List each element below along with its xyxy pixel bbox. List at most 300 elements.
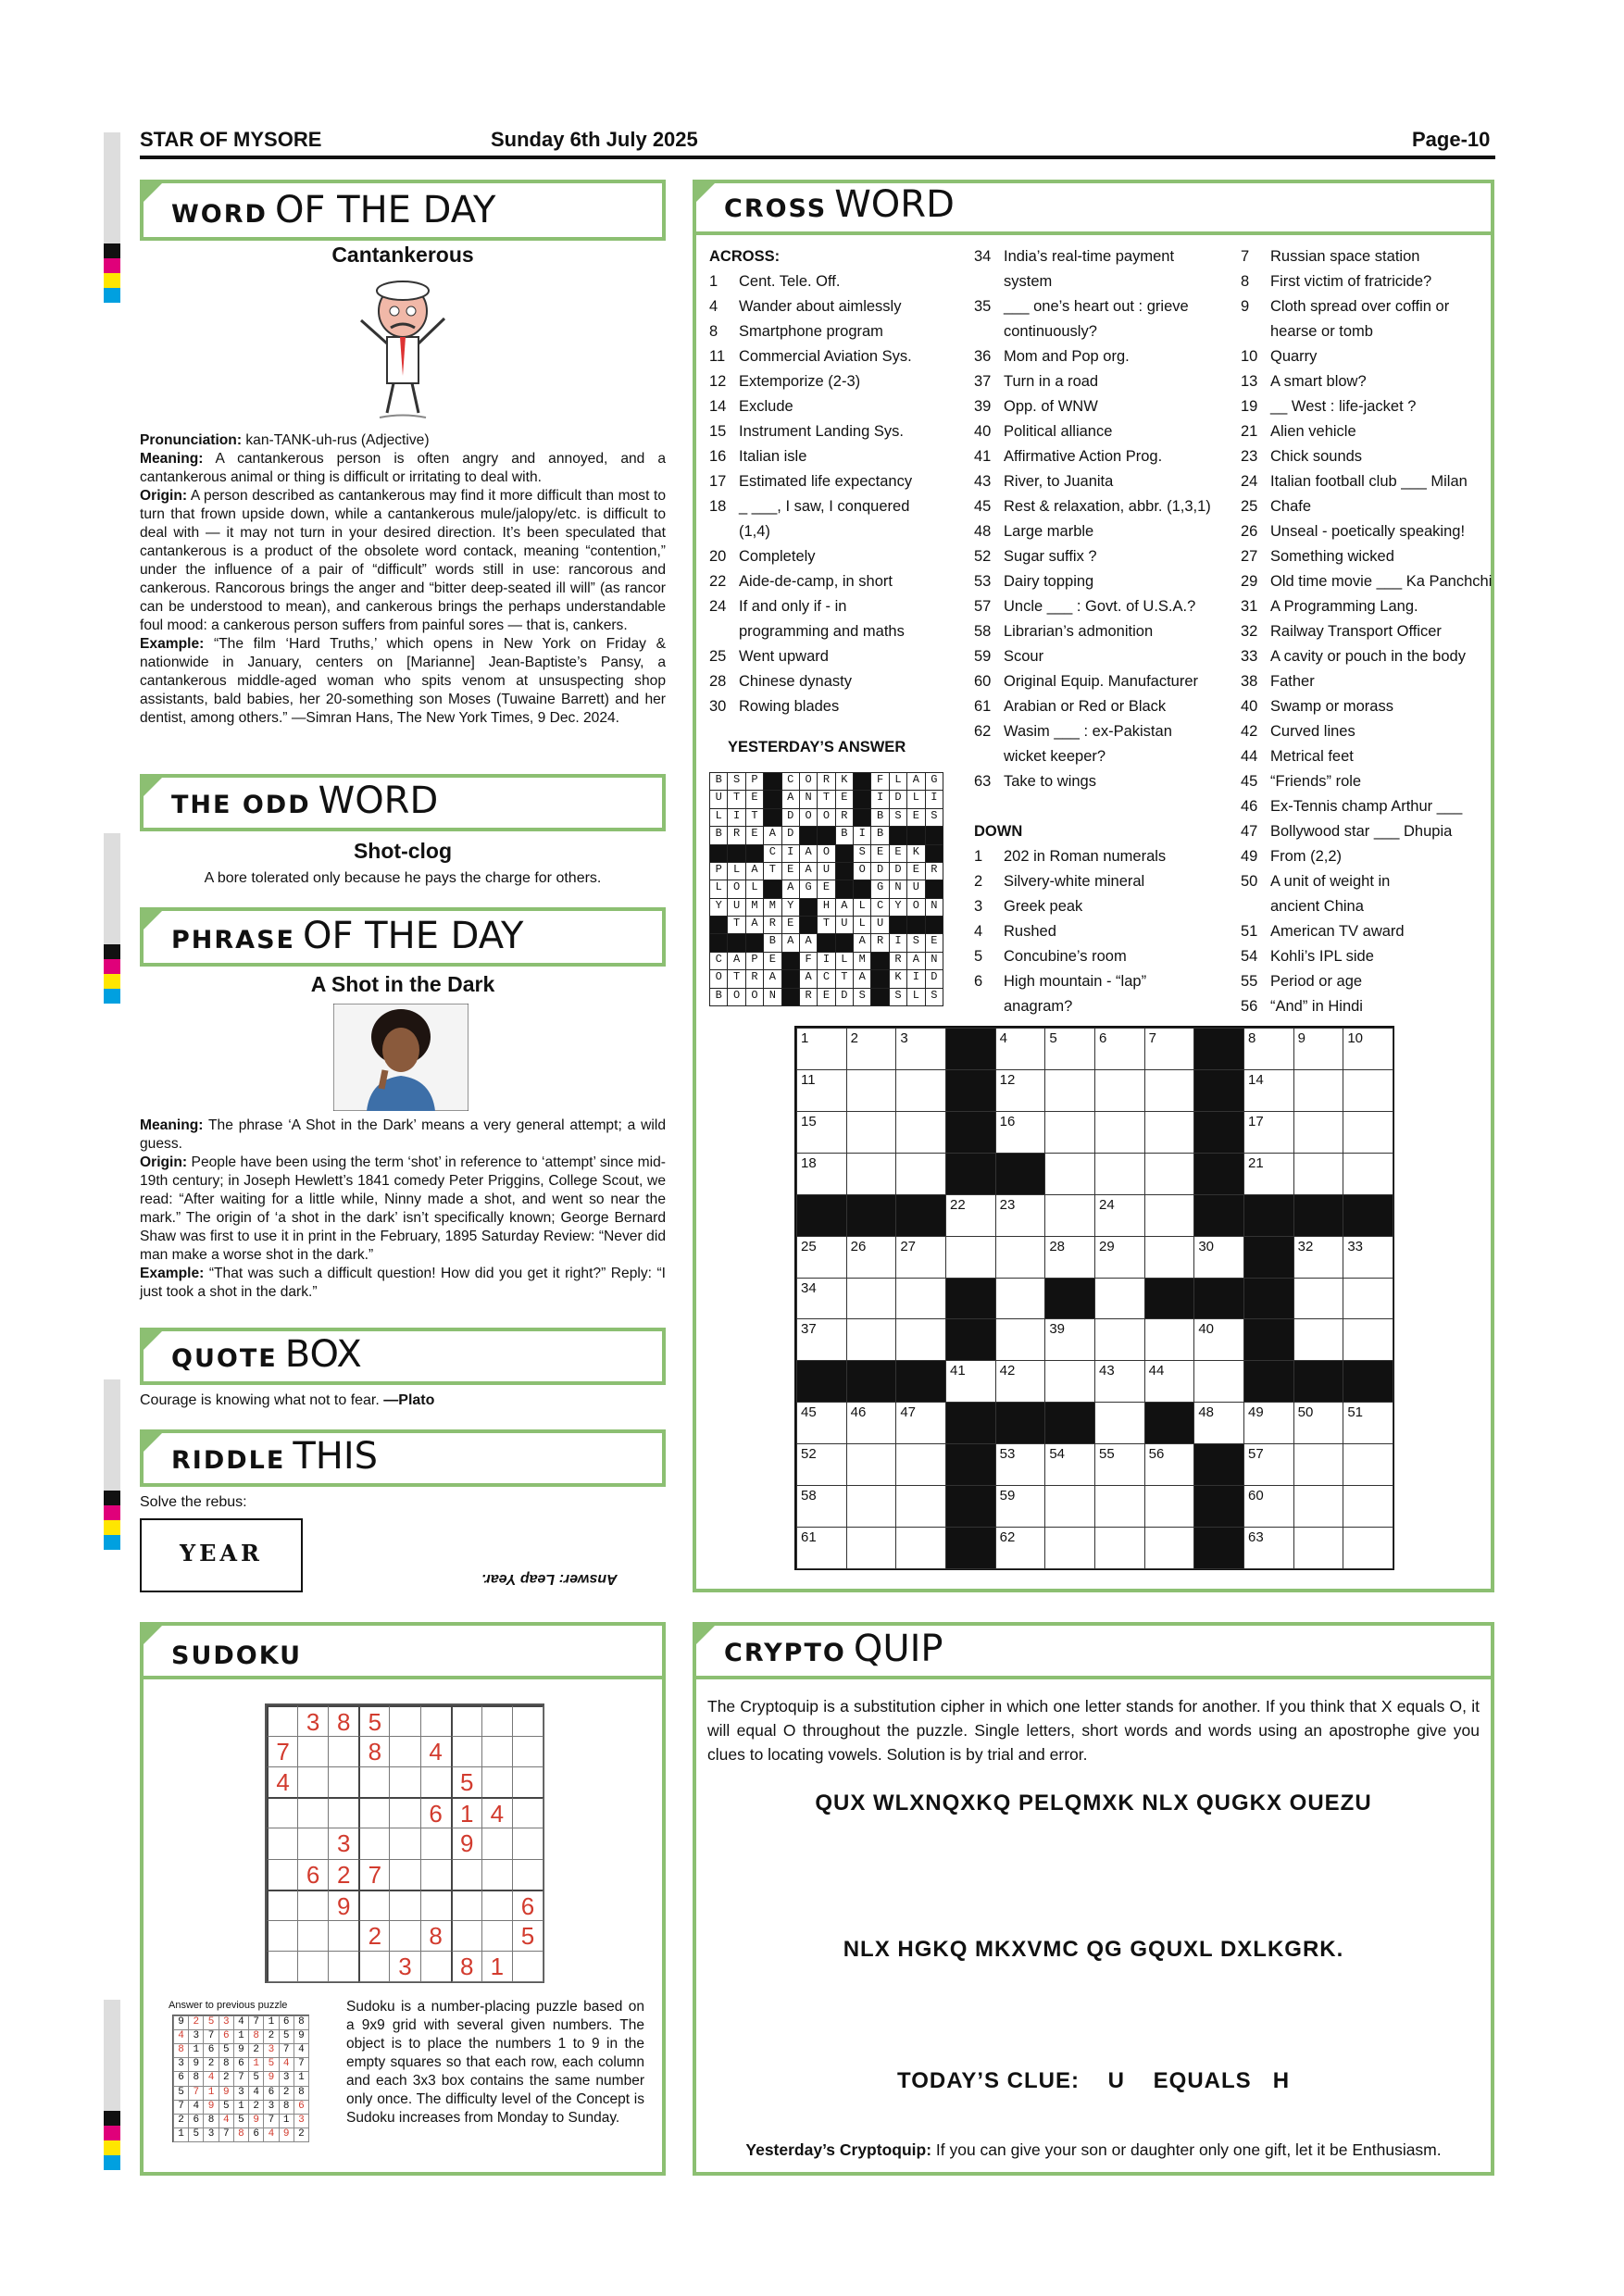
sudoku-cell[interactable] xyxy=(420,1705,452,1737)
crossword-cell[interactable] xyxy=(1293,1402,1344,1444)
crossword-clue-number: 39 xyxy=(1049,1321,1066,1338)
sudoku-cell[interactable] xyxy=(389,1828,420,1859)
crossword-cell[interactable] xyxy=(1094,1069,1145,1112)
yesterday-cell: N xyxy=(763,988,781,1006)
crossword-cell[interactable] xyxy=(1343,1153,1393,1195)
crossword-cell[interactable] xyxy=(1343,1236,1393,1279)
crossword-clue-number: 9 xyxy=(1297,1030,1305,1046)
crossword-cell[interactable] xyxy=(1094,1028,1145,1070)
sudoku-cell[interactable] xyxy=(297,1797,329,1828)
yesterday-cell: K xyxy=(835,772,854,791)
sudoku-cell[interactable] xyxy=(267,1705,298,1737)
sudoku-cell[interactable] xyxy=(451,1890,482,1921)
sudoku-cell[interactable] xyxy=(267,1797,298,1828)
sudoku-cell[interactable] xyxy=(297,1766,329,1798)
yesterday-cell: M xyxy=(763,898,781,917)
sudoku-cell[interactable] xyxy=(481,1859,513,1890)
sudoku-answer-cell: 8 xyxy=(279,2100,294,2115)
sudoku-cell[interactable] xyxy=(451,1705,482,1737)
crossword-black-cell xyxy=(1193,1443,1244,1486)
crossword-cell[interactable] xyxy=(895,1527,946,1569)
yesterday-cell: N xyxy=(925,952,943,970)
crossword-black-cell xyxy=(945,1402,996,1444)
crossword-cell[interactable] xyxy=(1343,1318,1393,1361)
crossword-cell[interactable] xyxy=(895,1111,946,1154)
sudoku-cell[interactable] xyxy=(267,1951,298,1982)
sudoku-cell[interactable] xyxy=(358,1828,390,1859)
sudoku-answer-cell: 3 xyxy=(173,2057,189,2072)
sudoku-cell[interactable] xyxy=(358,1890,390,1921)
sudoku-cell[interactable] xyxy=(267,1920,298,1952)
word-of-day-title: WORD OF THE DAY xyxy=(140,180,666,241)
crossword-cell[interactable] xyxy=(1293,1527,1344,1569)
sudoku-cell[interactable] xyxy=(297,1951,329,1982)
crossword-cell[interactable] xyxy=(846,1069,897,1112)
sudoku-cell[interactable] xyxy=(420,1766,452,1798)
sudoku-cell[interactable] xyxy=(267,1890,298,1921)
sudoku-cell[interactable] xyxy=(451,1736,482,1767)
sudoku-grid[interactable] xyxy=(265,1703,544,1983)
sudoku-answer-cell: 7 xyxy=(248,2015,264,2030)
crossword-cell[interactable] xyxy=(846,1236,897,1279)
crossword-cell[interactable] xyxy=(1193,1318,1244,1361)
issue-date: Sunday 6th July 2025 xyxy=(491,128,698,151)
crossword-cell[interactable] xyxy=(1094,1111,1145,1154)
yesterday-cell: N xyxy=(799,790,818,808)
sudoku-cell[interactable] xyxy=(328,1766,359,1798)
clue-38: 38 Father xyxy=(1241,673,1315,690)
sudoku-cell[interactable] xyxy=(297,1828,329,1859)
yesterday-cell: E xyxy=(925,933,943,952)
crossword-cell[interactable] xyxy=(895,1443,946,1486)
crossword-cell[interactable] xyxy=(1293,1069,1344,1112)
crossword-black-cell xyxy=(1193,1278,1244,1320)
crossword-cell[interactable] xyxy=(1243,1443,1294,1486)
sudoku-cell[interactable] xyxy=(297,1736,329,1767)
yesterday-cell xyxy=(925,826,943,844)
crossword-cell[interactable] xyxy=(1343,1278,1393,1320)
sudoku-cell[interactable] xyxy=(389,1859,420,1890)
sudoku-answer-cell: 5 xyxy=(219,2043,234,2058)
sudoku-cell[interactable] xyxy=(512,1859,543,1890)
clue-37: 37 Turn in a road xyxy=(974,373,1099,390)
sudoku-cell[interactable] xyxy=(389,1705,420,1737)
crossword-cell[interactable] xyxy=(995,1069,1046,1112)
crossword-cell[interactable] xyxy=(1044,1485,1095,1528)
sudoku-cell[interactable] xyxy=(328,1797,359,1828)
crossword-clue-number: 27 xyxy=(900,1238,917,1254)
crossword-black-cell xyxy=(995,1402,1046,1444)
yesterday-cell: L xyxy=(835,952,854,970)
crossword-cell[interactable] xyxy=(1144,1111,1195,1154)
clue-27: 27 Something wicked xyxy=(1241,548,1394,565)
crossword-cell[interactable] xyxy=(1243,1111,1294,1154)
crossword-black-cell xyxy=(1243,1236,1294,1279)
crossword-cell[interactable] xyxy=(1144,1443,1195,1486)
clue-59: 59 Scour xyxy=(974,648,1044,665)
sudoku-answer-cell: 4 xyxy=(294,2043,309,2058)
crossword-cell[interactable] xyxy=(995,1236,1046,1279)
yesterday-cell: D xyxy=(889,790,907,808)
crossword-cell[interactable] xyxy=(796,1485,847,1528)
crossword-cell[interactable] xyxy=(1144,1360,1195,1403)
crossword-grid[interactable] xyxy=(794,1026,1394,1570)
crossword-cell[interactable] xyxy=(846,1111,897,1154)
crossword-cell[interactable] xyxy=(1144,1153,1195,1195)
crossword-clue-number: 28 xyxy=(1049,1238,1066,1254)
yesterday-cell xyxy=(799,898,818,917)
crossword-black-cell xyxy=(945,1485,996,1528)
crossword-cell[interactable] xyxy=(1144,1485,1195,1528)
sudoku-cell[interactable] xyxy=(358,1951,390,1982)
crossword-cell[interactable] xyxy=(1243,1069,1294,1112)
crossword-cell[interactable] xyxy=(895,1402,946,1444)
crossword-cell[interactable] xyxy=(1293,1111,1344,1154)
sudoku-answer-label: Answer to previous puzzle xyxy=(169,2000,288,2011)
crossword-cell[interactable] xyxy=(796,1402,847,1444)
crossword-cell[interactable] xyxy=(1343,1485,1393,1528)
crossword-cell[interactable] xyxy=(995,1194,1046,1237)
crossword-cell[interactable] xyxy=(1044,1069,1095,1112)
crossword-cell[interactable] xyxy=(1243,1028,1294,1070)
crossword-cell[interactable] xyxy=(995,1485,1046,1528)
crossword-cell[interactable] xyxy=(846,1485,897,1528)
crossword-cell[interactable] xyxy=(796,1443,847,1486)
sudoku-cell[interactable] xyxy=(481,1828,513,1859)
crossword-cell[interactable] xyxy=(1094,1278,1145,1320)
sudoku-cell[interactable] xyxy=(358,1766,390,1798)
crossword-cell[interactable] xyxy=(1144,1069,1195,1112)
sudoku-cell[interactable] xyxy=(297,1920,329,1952)
sudoku-cell[interactable] xyxy=(512,1797,543,1828)
crossword-cell[interactable] xyxy=(1094,1318,1145,1361)
sudoku-answer-cell: 5 xyxy=(279,2029,294,2044)
sudoku-cell[interactable] xyxy=(420,1859,452,1890)
sudoku-cell[interactable] xyxy=(328,1920,359,1952)
sudoku-cell[interactable] xyxy=(451,1859,482,1890)
sudoku-cell[interactable] xyxy=(481,1766,513,1798)
crossword-cell[interactable] xyxy=(1144,1318,1195,1361)
crossword-cell[interactable] xyxy=(995,1278,1046,1320)
yesterday-cell: Y xyxy=(889,898,907,917)
sudoku-cell[interactable] xyxy=(512,1736,543,1767)
yesterday-cell: C xyxy=(870,898,889,917)
crossword-cell[interactable] xyxy=(1144,1194,1195,1237)
clue-51: 51 American TV award xyxy=(1241,923,1405,940)
clue-23: 23 Chick sounds xyxy=(1241,448,1363,465)
sudoku-cell: 2 xyxy=(358,1920,390,1952)
crossword-black-cell xyxy=(1243,1318,1294,1361)
crossword-cell[interactable] xyxy=(846,1318,897,1361)
crossword-cell[interactable] xyxy=(1044,1194,1095,1237)
sudoku-cell[interactable] xyxy=(297,1890,329,1921)
clue-40: 40 Swamp or morass xyxy=(1241,698,1393,715)
sudoku-cell: 9 xyxy=(328,1890,359,1921)
yesterday-cell xyxy=(745,844,764,863)
crossword-cell[interactable] xyxy=(1094,1360,1145,1403)
yesterday-cell: L xyxy=(906,988,925,1006)
crossword-cell[interactable] xyxy=(945,1194,996,1237)
crossword-cell[interactable] xyxy=(846,1153,897,1195)
crossword-cell[interactable] xyxy=(1293,1318,1344,1361)
sudoku-answer-cell: 3 xyxy=(233,2086,249,2101)
sudoku-cell[interactable] xyxy=(420,1890,452,1921)
crossword-cell[interactable] xyxy=(1343,1402,1393,1444)
crossword-cell[interactable] xyxy=(995,1318,1046,1361)
word-of-day-body: Pronunciation: kan-TANK-uh-rus (Adjective) Meaning: A cantankerous person is often angry and annoyed, and a cantankerous animal or thing is difficult or irritating to deal with. Origin: A person described as cantankerous may find it more difficult than most to turn that frown upside down, while a cantankerous mule/jalopy/etc. is difficult to deal with — it may not turn in your desired direction. It’s been speculated that cantankerous is a product of the obsolete word contack, meaning “contention,” under the influence of a pair of “difficult” words still in use: rancorous and cankerous. Rancorous brings the anger and “bitter deep-seated ill will” (as rancor can be understood to mean), and cankerous brings the perhaps understandable foul mood: a cankerous person suffers from painful sores — that is, cankers. Example: “The film ‘Hard Truths,’ which opens in New York on Friday & nationwide in January, centers on [Marianne] Jean-Baptiste’s Pansy, a cantankerous middle-aged woman who spits venom at unsuspecting shop assistants, bald babies, her 20-something son Moses (Tuwaine Barrett) and her dentist, among others.” —Simran Hans, The New York Times, 9 Dec. 2024. xyxy=(140,432,666,726)
crossword-cell[interactable] xyxy=(846,1278,897,1320)
crossword-clue-number: 30 xyxy=(1198,1238,1215,1254)
crossword-cell[interactable] xyxy=(1094,1402,1145,1444)
clue-49: 49 From (2,2) xyxy=(1241,848,1343,865)
yesterday-cell: G xyxy=(799,880,818,898)
clue-24: 24 If and only if - in xyxy=(709,598,847,615)
sudoku-cell: 5 xyxy=(451,1766,482,1798)
crossword-cell[interactable] xyxy=(796,1069,847,1112)
yesterday-cell: D xyxy=(835,988,854,1006)
yesterday-cell: S xyxy=(853,988,871,1006)
sudoku-cell[interactable] xyxy=(481,1705,513,1737)
crossword-cell[interactable] xyxy=(1044,1111,1095,1154)
crossword-cell[interactable] xyxy=(796,1028,847,1070)
crossword-cell[interactable] xyxy=(1094,1527,1145,1569)
crossword-cell[interactable] xyxy=(1293,1278,1344,1320)
crossword-clue-number: 3 xyxy=(900,1030,908,1046)
crossword-cell[interactable] xyxy=(1243,1527,1294,1569)
crossword-cell[interactable] xyxy=(796,1278,847,1320)
crossword-black-cell xyxy=(1193,1028,1244,1070)
clue-46: 46 Ex-Tennis champ Arthur ___ xyxy=(1241,798,1463,815)
crossword-cell[interactable] xyxy=(945,1236,996,1279)
crossword-cell[interactable] xyxy=(1293,1236,1344,1279)
crossword-clue-number: 23 xyxy=(999,1196,1016,1213)
crossword-cell[interactable] xyxy=(1144,1527,1195,1569)
yesterday-cell: A xyxy=(763,826,781,844)
sudoku-previous-answer xyxy=(172,2015,309,2142)
crossword-cell[interactable] xyxy=(796,1236,847,1279)
crossword-cell[interactable] xyxy=(796,1527,847,1569)
crossword-cell[interactable] xyxy=(846,1028,897,1070)
crossword-cell[interactable] xyxy=(1343,1028,1393,1070)
across-col-2: 34 India’s real-time payment system 35 ___ one’s heart out : grieve continuously? 36 Mom and Pop org. 37 Turn in a road 39 Opp. of WNW 40 Political alliance 41 Affirmative Action Prog. 43 River, to Juanita 45 Rest & relaxation, abbr. (1,3,1) 48 Large marble 52 Sugar suffix ? 53 Dairy topping 57 Uncle ___ : Govt. of U.S.A.? 58 Librarian’s admonition 59 Scour 60 Original Equip. Manufacturer 61 Arabian or Red or Black 62 Wasim ___ : ex-Pakistan wicket keeper? 63 Take to wings DOWN 1 202 in Roman numerals 2 Silvery-white mineral 3 Greek peak 4 Rushed 5 Concubine’s room 6 High mountain - “lap” anagram? xyxy=(974,244,1243,1019)
crossword-clue-number: 11 xyxy=(801,1071,816,1088)
sudoku-cell[interactable] xyxy=(481,1736,513,1767)
clue-7: 7 Russian space station xyxy=(1241,248,1420,265)
yesterday-cell: L xyxy=(709,880,728,898)
sudoku-cell[interactable] xyxy=(267,1828,298,1859)
crossword-clue-number: 46 xyxy=(850,1404,867,1421)
sudoku-cell[interactable] xyxy=(389,1920,420,1952)
sudoku-cell[interactable] xyxy=(512,1951,543,1982)
crossword-cell[interactable] xyxy=(995,1028,1046,1070)
crossword-cell[interactable] xyxy=(1293,1443,1344,1486)
crossword-clue-number: 37 xyxy=(801,1321,817,1338)
crossword-cell[interactable] xyxy=(995,1360,1046,1403)
sudoku-answer-cell: 2 xyxy=(263,2029,279,2044)
yesterday-cell: T xyxy=(817,790,835,808)
yesterday-cell: S xyxy=(727,772,745,791)
crossword-clue-number: 60 xyxy=(1248,1488,1264,1504)
crossword-cell[interactable] xyxy=(1293,1485,1344,1528)
sudoku-cell: 4 xyxy=(267,1766,298,1798)
crossword-cell[interactable] xyxy=(895,1318,946,1361)
yesterday-cell xyxy=(853,880,871,898)
sudoku-cell[interactable] xyxy=(481,1920,513,1952)
thinking-woman-photo xyxy=(333,1004,468,1111)
sudoku-cell[interactable] xyxy=(451,1920,482,1952)
crossword-cell[interactable] xyxy=(1044,1028,1095,1070)
yesterday-cell: I xyxy=(727,808,745,827)
crossword-cell[interactable] xyxy=(995,1443,1046,1486)
crossword-clue-number: 48 xyxy=(1198,1404,1215,1421)
yesterday-cell xyxy=(925,844,943,863)
crossword-cell[interactable] xyxy=(796,1318,847,1361)
crossword-cell[interactable] xyxy=(895,1485,946,1528)
sudoku-cell[interactable] xyxy=(389,1797,420,1828)
crossword-cell[interactable] xyxy=(1193,1402,1244,1444)
crossword-cell[interactable] xyxy=(1044,1360,1095,1403)
phrase-body: Meaning: The phrase ‘A Shot in the Dark’ means a very general attempt; a wild guess. Origin: People have been using the term ‘shot’ in reference to ‘attempt’ since mid-19th century; in Joseph Hewlett’s 1841 comedy Peter Priggins, College Scout, we read: “After waiting for a little while, Ninny made a shot, and went so near the mark.” The origin of ‘a shot in the dark’ isn’t specifically known; George Bernard Shaw was first to use it in print in the February, 1895 Saturday Review: “Never did man make a worse shot in the dark.” Example: “That was such a difficult question! How did you get it right?” Reply: “I just took a shot in the dark.” xyxy=(140,1117,666,1300)
crossword-cell[interactable] xyxy=(1293,1153,1344,1195)
crossword-cell[interactable] xyxy=(1044,1153,1095,1195)
sudoku-cell[interactable] xyxy=(389,1736,420,1767)
crossword-cell[interactable] xyxy=(895,1153,946,1195)
yesterday-cell: P xyxy=(745,772,764,791)
crossword-cell[interactable] xyxy=(895,1028,946,1070)
sudoku-answer-cell: 4 xyxy=(233,2015,249,2030)
crossword-cell[interactable] xyxy=(1094,1236,1145,1279)
yesterday-cell xyxy=(781,952,800,970)
sudoku-cell[interactable] xyxy=(389,1766,420,1798)
crossword-cell[interactable] xyxy=(796,1111,847,1154)
crossword-cell[interactable] xyxy=(796,1153,847,1195)
yesterday-cell: R xyxy=(925,862,943,880)
clue-33: 33 A cavity or pouch in the body xyxy=(1241,648,1466,665)
crossword-cell[interactable] xyxy=(1243,1153,1294,1195)
sudoku-cell[interactable] xyxy=(512,1828,543,1859)
clue-11: 11 Commercial Aviation Sys. xyxy=(709,348,912,365)
clue-16: 16 Italian isle xyxy=(709,448,807,465)
clue-3: 3 Greek peak xyxy=(974,898,1083,915)
sudoku-answer-cell: 4 xyxy=(203,2071,219,2086)
crossword-cell[interactable] xyxy=(1044,1318,1095,1361)
yesterday-cell: A xyxy=(727,952,745,970)
sudoku-cell[interactable] xyxy=(481,1890,513,1921)
crossword-cell[interactable] xyxy=(846,1443,897,1486)
crossword-cell[interactable] xyxy=(1094,1153,1145,1195)
crossword-black-cell xyxy=(1044,1402,1095,1444)
yesterday-cell: R xyxy=(870,933,889,952)
sudoku-answer-cell: 3 xyxy=(219,2015,234,2030)
crossword-black-cell xyxy=(1144,1402,1195,1444)
crossword-cell[interactable] xyxy=(895,1236,946,1279)
clue-9: 9 Cloth spread over coffin or xyxy=(1241,298,1450,315)
crossword-cell[interactable] xyxy=(1243,1485,1294,1528)
sudoku-cell[interactable] xyxy=(358,1797,390,1828)
yesterday-cell: A xyxy=(745,916,764,934)
crossword-cell[interactable] xyxy=(846,1402,897,1444)
crossword-black-cell xyxy=(1193,1153,1244,1195)
yesterday-cell: I xyxy=(817,952,835,970)
crossword-cell[interactable] xyxy=(1094,1194,1145,1237)
crossword-black-cell xyxy=(945,1153,996,1195)
clue-57: 57 Uncle ___ : Govt. of U.S.A.? xyxy=(974,598,1196,615)
sudoku-cell[interactable] xyxy=(389,1890,420,1921)
crossword-cell[interactable] xyxy=(1044,1527,1095,1569)
sudoku-cell[interactable] xyxy=(420,1951,452,1982)
crossword-cell[interactable] xyxy=(1094,1443,1145,1486)
crossword-black-cell xyxy=(1193,1194,1244,1237)
clue-10: 10 Quarry xyxy=(1241,348,1318,365)
crossword-cell[interactable] xyxy=(1193,1236,1244,1279)
clue-cont: anagram? xyxy=(1004,998,1073,1015)
yesterday-cell xyxy=(817,826,835,844)
sudoku-cell[interactable] xyxy=(420,1828,452,1859)
crossword-cell[interactable] xyxy=(1044,1236,1095,1279)
crossword-cell[interactable] xyxy=(1193,1360,1244,1403)
yesterday-cell: C xyxy=(709,952,728,970)
sudoku-answer-cell: 1 xyxy=(233,2100,249,2115)
yesterday-cell xyxy=(835,933,854,952)
sudoku-answer-cell: 2 xyxy=(248,2100,264,2115)
crossword-cell[interactable] xyxy=(1243,1402,1294,1444)
sudoku-answer-cell: 5 xyxy=(203,2015,219,2030)
crossword-cell[interactable] xyxy=(1144,1028,1195,1070)
sudoku-cell[interactable] xyxy=(328,1951,359,1982)
clue-47: 47 Bollywood star ___ Dhupia xyxy=(1241,823,1453,840)
crossword-cell[interactable] xyxy=(945,1360,996,1403)
yesterday-cell: A xyxy=(906,952,925,970)
crossword-black-cell xyxy=(945,1527,996,1569)
clue-17: 17 Estimated life expectancy xyxy=(709,473,913,490)
yesterday-cell: T xyxy=(727,790,745,808)
crossword-black-cell xyxy=(1243,1278,1294,1320)
crossword-cell[interactable] xyxy=(1343,1527,1393,1569)
clue-35: 35 ___ one’s heart out : grieve xyxy=(974,298,1189,315)
yesterday-cell: E xyxy=(745,826,764,844)
crossword-cell[interactable] xyxy=(1343,1443,1393,1486)
word-of-day-word: Cantankerous xyxy=(331,243,474,267)
yesterday-cell: S xyxy=(853,844,871,863)
sudoku-cell[interactable] xyxy=(512,1766,543,1798)
crossword-cell[interactable] xyxy=(846,1527,897,1569)
yesterday-cell xyxy=(763,808,781,827)
crossword-cell[interactable] xyxy=(995,1111,1046,1154)
clue-2: 2 Silvery-white mineral xyxy=(974,873,1145,890)
sudoku-cell[interactable] xyxy=(512,1705,543,1737)
sudoku-cell[interactable] xyxy=(328,1736,359,1767)
crossword-clue-number: 22 xyxy=(950,1196,966,1213)
crossword-cell[interactable] xyxy=(1044,1443,1095,1486)
crossword-cell[interactable] xyxy=(895,1069,946,1112)
crossword-cell[interactable] xyxy=(1293,1028,1344,1070)
quote-title: QUOTE BOX xyxy=(140,1328,666,1385)
crossword-cell[interactable] xyxy=(1094,1485,1145,1528)
crossword-cell[interactable] xyxy=(895,1278,946,1320)
crossword-cell[interactable] xyxy=(995,1527,1046,1569)
clue-1: 1 Cent. Tele. Off. xyxy=(709,273,841,290)
sudoku-cell[interactable] xyxy=(267,1859,298,1890)
crossword-clue-number: 40 xyxy=(1198,1321,1215,1338)
clue-8: 8 First victim of fratricide? xyxy=(1241,273,1432,290)
yesterday-cell: I xyxy=(889,933,907,952)
yesterday-cell: A xyxy=(799,933,818,952)
crossword-cell[interactable] xyxy=(1343,1069,1393,1112)
crossword-black-cell xyxy=(945,1069,996,1112)
crossword-cell[interactable] xyxy=(1144,1236,1195,1279)
crossword-cell[interactable] xyxy=(1343,1111,1393,1154)
crossword-black-cell xyxy=(945,1111,996,1154)
